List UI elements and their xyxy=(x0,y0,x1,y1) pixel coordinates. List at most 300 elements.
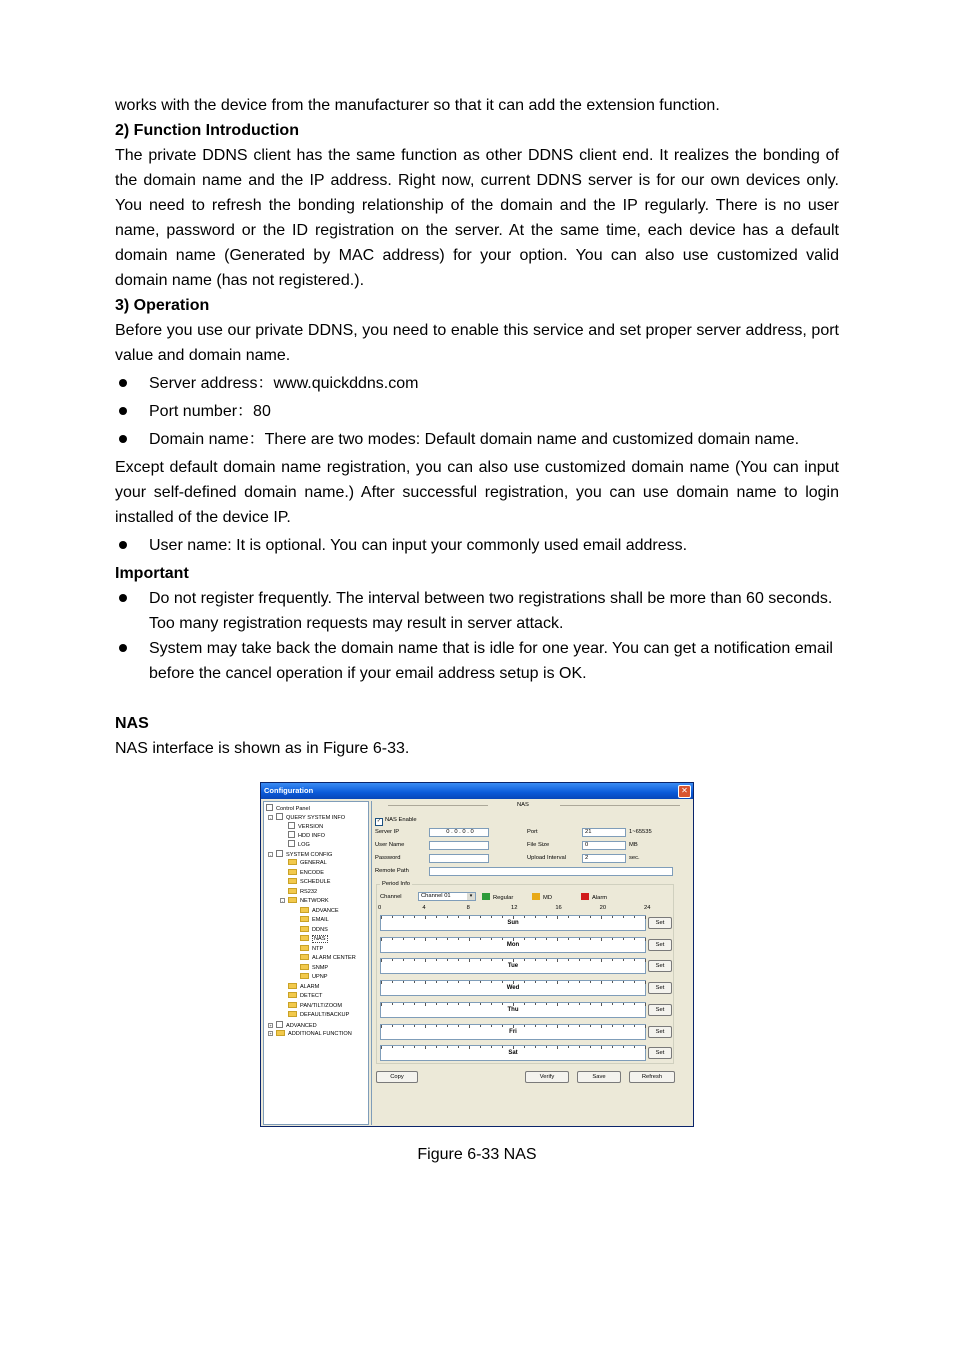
hour-tick xyxy=(568,959,569,961)
hour-tick xyxy=(513,1046,514,1049)
hour-tick xyxy=(623,1003,624,1005)
hour-tick xyxy=(634,1025,635,1027)
hour-tick xyxy=(480,1003,481,1005)
tree-detect[interactable]: DETECT xyxy=(288,992,322,1000)
remote-path-label: Remote Path xyxy=(375,868,409,874)
hour-tick xyxy=(546,981,547,983)
folder-icon xyxy=(300,916,309,922)
hour-tick xyxy=(403,916,404,918)
set-button-wed[interactable]: Set xyxy=(648,982,672,994)
day-label: Fri xyxy=(509,1028,517,1035)
folder-icon xyxy=(288,878,297,884)
hour-label: 0 xyxy=(378,905,382,911)
regular-swatch xyxy=(482,893,490,900)
folder-icon xyxy=(300,945,309,951)
day-timeline-tue[interactable] xyxy=(380,958,646,974)
hour-tick xyxy=(524,959,525,961)
folder-icon xyxy=(288,859,297,865)
period-info-label: Period Info xyxy=(382,881,411,887)
hour-tick xyxy=(623,916,624,918)
hour-tick xyxy=(601,1025,602,1028)
day-label: Wed xyxy=(506,985,520,992)
collapse-icon[interactable]: - xyxy=(269,852,272,857)
close-icon[interactable]: ✕ xyxy=(678,785,691,798)
channel-select[interactable]: Channel 01 ▾ xyxy=(418,892,476,901)
hour-tick xyxy=(502,1003,503,1005)
tree-advance[interactable]: ADVANCE xyxy=(300,907,339,915)
tree-upnp[interactable]: UPNP xyxy=(300,973,328,981)
hour-tick xyxy=(447,1046,448,1048)
hour-tick xyxy=(601,959,602,962)
hour-tick xyxy=(436,1046,437,1048)
hour-tick xyxy=(392,1003,393,1005)
port-range: 1~65535 xyxy=(629,829,652,835)
hour-tick xyxy=(458,1003,459,1005)
hour-tick xyxy=(601,916,602,919)
hour-tick xyxy=(557,981,558,984)
hour-tick xyxy=(513,938,514,941)
hour-tick xyxy=(590,938,591,940)
hour-tick xyxy=(568,938,569,940)
tree-ddns[interactable]: DDNS xyxy=(300,926,328,934)
hour-tick xyxy=(381,1025,382,1028)
hour-tick xyxy=(392,1046,393,1048)
settings-icon xyxy=(276,850,283,857)
hour-tick xyxy=(425,1003,426,1006)
set-button-fri[interactable]: Set xyxy=(648,1026,672,1038)
hour-tick xyxy=(535,981,536,983)
hour-tick xyxy=(425,959,426,962)
hour-tick xyxy=(557,1025,558,1028)
tree-general[interactable]: GENERAL xyxy=(288,859,327,867)
hour-tick xyxy=(403,981,404,983)
hour-tick xyxy=(590,916,591,918)
hour-tick xyxy=(601,938,602,941)
hour-tick xyxy=(513,916,514,919)
day-timeline-fri[interactable] xyxy=(380,1024,646,1040)
bullet-domain-name: Domain name：There are two modes: Default domain name and customized domain name. xyxy=(115,427,839,452)
hour-tick xyxy=(590,981,591,983)
tree-rs232[interactable]: RS232 xyxy=(288,888,317,896)
hour-tick xyxy=(491,916,492,918)
hour-tick xyxy=(634,1003,635,1005)
hour-tick xyxy=(403,959,404,961)
hour-tick xyxy=(579,1025,580,1027)
hour-tick xyxy=(579,1003,580,1005)
hour-tick xyxy=(546,1003,547,1005)
paragraph-operation: Before you use our private DDNS, you need to enable this service and set proper server address, port value and domain name. xyxy=(115,322,839,364)
set-button-mon[interactable]: Set xyxy=(648,939,672,951)
hour-tick xyxy=(392,938,393,940)
hour-tick xyxy=(469,959,470,962)
port-input[interactable]: 21 xyxy=(582,828,626,837)
hour-tick xyxy=(392,959,393,961)
hour-tick xyxy=(480,1025,481,1027)
check-icon: ✓ xyxy=(376,818,382,824)
hour-tick xyxy=(524,916,525,918)
hour-tick xyxy=(502,1046,503,1048)
tree-snmp[interactable]: SNMP xyxy=(300,964,328,972)
day-timeline-mon[interactable] xyxy=(380,937,646,953)
hour-tick xyxy=(535,916,536,918)
hour-tick xyxy=(634,916,635,918)
hour-tick xyxy=(414,1025,415,1027)
day-label: Tue xyxy=(507,963,519,970)
hour-tick xyxy=(546,1046,547,1048)
hour-tick xyxy=(414,938,415,940)
hour-tick xyxy=(524,1046,525,1048)
figure-caption: Figure 6-33 NAS xyxy=(417,1146,537,1163)
hour-tick xyxy=(469,1003,470,1006)
document-icon xyxy=(288,840,295,847)
hour-tick xyxy=(502,959,503,961)
hour-tick xyxy=(403,1046,404,1048)
day-label: Sun xyxy=(507,920,519,926)
hour-tick xyxy=(392,916,393,918)
hour-tick xyxy=(436,959,437,961)
hour-tick xyxy=(381,938,382,941)
paragraph-nas: NAS interface is shown as in Figure 6-33. xyxy=(115,740,410,757)
hour-tick xyxy=(425,1046,426,1049)
hour-tick xyxy=(491,938,492,940)
folder-icon xyxy=(288,992,297,998)
hour-tick xyxy=(645,916,646,919)
save-button[interactable]: Save xyxy=(577,1071,621,1083)
hour-tick xyxy=(612,1003,613,1005)
hour-tick xyxy=(381,1046,382,1049)
folder-icon xyxy=(300,964,309,970)
hour-tick xyxy=(425,1025,426,1028)
server-ip-input[interactable]: 0 . 0 . 0 . 0 xyxy=(429,828,489,837)
tree-network[interactable]: - NETWORK xyxy=(281,898,329,904)
tree-encode[interactable]: ENCODE xyxy=(288,869,324,877)
bullet-server-address: Server address：www.quickddns.com xyxy=(115,371,839,396)
window-titlebar xyxy=(261,783,693,799)
hour-tick xyxy=(557,959,558,962)
tree-additional-function[interactable]: + ADDITIONAL FUNCTION xyxy=(269,1031,352,1037)
hour-tick xyxy=(612,938,613,940)
password-input[interactable] xyxy=(429,854,489,863)
day-label: Mon xyxy=(506,941,520,948)
remote-path-input[interactable] xyxy=(429,867,673,876)
hour-tick xyxy=(447,1025,448,1027)
set-button-sat[interactable]: Set xyxy=(648,1047,672,1059)
tree-log[interactable]: LOG xyxy=(288,840,310,849)
hour-tick xyxy=(590,1003,591,1005)
hour-tick xyxy=(645,1025,646,1028)
hour-tick xyxy=(568,1025,569,1027)
hour-tick xyxy=(458,1025,459,1027)
tree-alarm[interactable]: ALARM xyxy=(288,983,319,991)
tree-nas[interactable]: NAS xyxy=(300,935,328,943)
hour-tick xyxy=(524,1003,525,1005)
tree-ntp[interactable]: NTP xyxy=(300,945,323,953)
hour-tick xyxy=(425,916,426,919)
hour-tick xyxy=(491,981,492,983)
hour-tick xyxy=(480,916,481,918)
hour-tick xyxy=(579,1046,580,1048)
hour-tick xyxy=(513,1025,514,1028)
hour-tick xyxy=(502,938,503,940)
hour-tick xyxy=(513,981,514,984)
hour-tick xyxy=(535,938,536,940)
hour-tick xyxy=(623,959,624,961)
folder-icon xyxy=(300,926,309,932)
tree-root[interactable]: Control Panel xyxy=(266,804,310,813)
hour-tick xyxy=(568,1046,569,1048)
hour-tick xyxy=(491,959,492,961)
upload-interval-label: Upload Interval xyxy=(527,855,566,861)
hour-tick xyxy=(458,959,459,961)
hour-tick xyxy=(491,1003,492,1005)
hour-tick xyxy=(414,959,415,961)
folder-icon xyxy=(300,907,309,913)
hour-tick xyxy=(403,1003,404,1005)
hour-tick xyxy=(447,959,448,961)
folder-icon xyxy=(276,1030,285,1036)
hour-tick xyxy=(634,981,635,983)
alarm-swatch xyxy=(581,893,589,900)
day-timeline-wed[interactable] xyxy=(380,980,646,996)
folder-icon xyxy=(288,983,297,989)
day-timeline-sat[interactable] xyxy=(380,1045,646,1061)
hour-label: 24 xyxy=(644,905,651,911)
refresh-button[interactable]: Refresh xyxy=(629,1071,675,1083)
expand-icon[interactable]: + xyxy=(269,1023,272,1028)
chevron-down-icon[interactable]: ▾ xyxy=(467,893,475,900)
hour-label: 20 xyxy=(599,905,607,911)
hour-tick xyxy=(524,938,525,940)
hour-tick xyxy=(645,959,646,962)
hour-tick xyxy=(535,1003,536,1005)
hour-tick xyxy=(403,1025,404,1027)
config-tree xyxy=(263,801,369,1125)
panel-title: NAS xyxy=(517,802,529,808)
hour-tick xyxy=(458,981,459,983)
hour-tick xyxy=(381,959,382,962)
hour-tick xyxy=(480,981,481,983)
hour-tick xyxy=(623,981,624,983)
hour-tick xyxy=(381,916,382,919)
hour-tick xyxy=(579,959,580,961)
hour-tick xyxy=(458,938,459,940)
hour-tick xyxy=(535,1046,536,1048)
important-item-1: Do not register frequently. The interval between two registrations shall be more than 60 seconds. Too many registration requests may result in server attack. xyxy=(115,586,839,636)
hour-tick xyxy=(480,1046,481,1048)
hour-tick xyxy=(513,1003,514,1006)
hour-tick xyxy=(579,981,580,983)
hour-tick xyxy=(645,1046,646,1049)
hour-tick xyxy=(436,916,437,918)
hour-tick xyxy=(469,916,470,919)
channel-label: Channel xyxy=(380,894,402,900)
day-label: Thu xyxy=(507,1006,519,1013)
expand-icon[interactable]: + xyxy=(269,1031,272,1036)
heading-function-introduction: 2) Function Introduction xyxy=(115,122,299,139)
hour-tick xyxy=(502,1025,503,1027)
hour-tick xyxy=(612,916,613,918)
nas-panel xyxy=(371,801,693,1125)
tree-advanced[interactable]: + ADVANCED xyxy=(269,1023,317,1029)
tree-system-config[interactable]: - SYSTEM CONFIG xyxy=(269,852,333,858)
hour-tick xyxy=(612,1025,613,1027)
hour-tick xyxy=(458,916,459,918)
folder-icon xyxy=(288,1002,297,1008)
legend-alarm: Alarm xyxy=(581,893,607,902)
file-size-unit: MB xyxy=(629,842,638,848)
hour-tick xyxy=(469,1025,470,1028)
hour-label: 4 xyxy=(422,905,426,911)
hour-tick xyxy=(590,959,591,961)
hour-tick xyxy=(491,1046,492,1048)
legend-regular: Regular xyxy=(482,893,513,902)
password-label: Password xyxy=(375,855,401,861)
hour-tick xyxy=(579,916,580,918)
configuration-window xyxy=(260,782,694,1127)
port-label: Port xyxy=(527,829,538,835)
hour-tick xyxy=(469,1046,470,1049)
hour-tick xyxy=(601,1003,602,1006)
document-icon xyxy=(288,831,295,838)
hour-tick xyxy=(436,938,437,940)
heading-important: Important xyxy=(115,565,189,582)
folder-icon xyxy=(300,954,309,960)
hour-tick xyxy=(546,1025,547,1027)
legend-md: MD xyxy=(532,893,552,902)
tree-default-backup[interactable]: DEFAULT/BACKUP xyxy=(288,1011,349,1019)
hour-tick xyxy=(579,938,580,940)
hour-tick xyxy=(414,916,415,918)
hour-tick xyxy=(535,1025,536,1027)
copy-button[interactable]: Copy xyxy=(376,1071,418,1083)
hour-tick xyxy=(480,959,481,961)
hour-tick xyxy=(392,1025,393,1027)
important-item-2: System may take back the domain name that is idle for one year. You can get a notification email before the cancel operation if your email address setup is OK. xyxy=(115,636,839,686)
hour-tick xyxy=(491,1025,492,1027)
hour-tick xyxy=(612,959,613,961)
folder-icon xyxy=(288,888,297,894)
set-button-sun[interactable]: Set xyxy=(648,917,672,929)
tools-icon xyxy=(276,1021,283,1028)
bullet-port-number: Port number：80 xyxy=(115,399,839,424)
server-ip-label: Server IP xyxy=(375,829,400,835)
info-icon xyxy=(276,813,283,820)
hour-tick xyxy=(436,1025,437,1027)
set-button-thu[interactable]: Set xyxy=(648,1004,672,1016)
hour-tick xyxy=(612,981,613,983)
folder-icon xyxy=(288,897,297,903)
hour-tick xyxy=(480,938,481,940)
hour-tick xyxy=(524,1025,525,1027)
hour-tick xyxy=(502,916,503,918)
file-size-input[interactable]: 0 xyxy=(582,841,626,850)
verify-button[interactable]: Verify xyxy=(525,1071,569,1083)
hour-tick xyxy=(645,1003,646,1006)
hour-tick xyxy=(502,981,503,983)
hour-tick xyxy=(425,981,426,984)
hour-tick xyxy=(469,938,470,941)
collapse-icon[interactable]: - xyxy=(281,898,284,903)
hour-tick xyxy=(634,938,635,940)
hour-tick xyxy=(612,1046,613,1048)
hour-tick xyxy=(535,959,536,961)
hour-tick xyxy=(425,938,426,941)
document-icon xyxy=(288,822,295,829)
nas-enable-checkbox[interactable]: ✓ NAS Enable xyxy=(376,817,417,824)
hour-tick xyxy=(381,981,382,984)
hour-tick xyxy=(623,1025,624,1027)
hour-tick xyxy=(568,916,569,918)
paragraph-except: Except default domain name registration, you can also use customized domain name (You can input your self-defined domain name.) After successful registration, you can use domain name to login installed of the device IP. xyxy=(115,459,839,526)
folder-icon xyxy=(288,869,297,875)
hour-tick xyxy=(645,938,646,941)
hour-tick xyxy=(447,981,448,983)
bullet-user-name: User name: It is optional. You can input your commonly used email address. xyxy=(115,533,839,558)
upload-interval-input[interactable]: 2 xyxy=(582,854,626,863)
paragraph-function: The private DDNS client has the same function as other DDNS client end. It realizes the bonding of the domain name and the IP address. Right now, current DDNS server is for our own devices only. You need to refresh the bonding relationship of the domain and the IP regularly. There is no user name, password or the ID registration on the server. At the same time, each device has a default domain name (Generated by MAC address) for your option. You can also use customized valid domain name (has not registered.). xyxy=(115,147,839,289)
hour-tick xyxy=(524,981,525,983)
tree-email[interactable]: EMAIL xyxy=(300,916,329,924)
day-timeline-sun[interactable] xyxy=(380,915,646,931)
hour-label: 12 xyxy=(511,905,518,911)
tree-alarm-center[interactable]: ALARM CENTER xyxy=(300,954,356,962)
tree-hdd-info[interactable]: HDD INFO xyxy=(288,831,325,840)
hour-tick xyxy=(447,1003,448,1005)
hour-tick xyxy=(634,959,635,961)
hour-tick xyxy=(403,938,404,940)
hour-label: 16 xyxy=(555,905,562,911)
hour-tick xyxy=(447,938,448,940)
hour-tick xyxy=(634,1046,635,1048)
user-name-input[interactable] xyxy=(429,841,489,850)
hour-tick xyxy=(557,916,558,919)
tree-query-system-info[interactable]: - QUERY SYSTEM INFO xyxy=(269,815,346,821)
hour-tick xyxy=(557,938,558,941)
hour-tick xyxy=(557,1003,558,1006)
heading-operation: 3) Operation xyxy=(115,297,210,314)
hour-label: 8 xyxy=(466,905,470,911)
tree-schedule[interactable]: SCHEDULE xyxy=(288,878,330,886)
hour-tick xyxy=(546,916,547,918)
hour-tick xyxy=(381,1003,382,1006)
tree-pan-tilt-zoom[interactable]: PAN/TILT/ZOOM xyxy=(288,1002,342,1010)
hour-tick xyxy=(414,981,415,983)
hour-tick xyxy=(601,1046,602,1049)
day-timeline-thu[interactable] xyxy=(380,1002,646,1018)
day-label: Sat xyxy=(508,1050,518,1057)
hour-tick xyxy=(546,938,547,940)
hour-tick xyxy=(436,981,437,983)
hour-tick xyxy=(513,959,514,962)
file-size-label: File Size xyxy=(527,842,550,848)
hour-tick xyxy=(414,1046,415,1048)
collapse-icon[interactable]: - xyxy=(269,815,272,820)
hour-tick xyxy=(469,981,470,984)
set-button-tue[interactable]: Set xyxy=(648,960,672,972)
hour-tick xyxy=(623,1046,624,1048)
hour-tick xyxy=(458,1046,459,1048)
intro-line: works with the device from the manufacturer so that it can add the extension function. xyxy=(115,97,720,114)
window-title: Configuration xyxy=(264,786,314,795)
folder-icon xyxy=(300,973,309,979)
folder-open-icon xyxy=(300,935,309,941)
tree-version[interactable]: VERSION xyxy=(288,822,323,831)
md-swatch xyxy=(532,893,540,900)
hour-tick xyxy=(414,1003,415,1005)
hour-tick xyxy=(590,1046,591,1048)
hour-tick xyxy=(623,938,624,940)
document-body xyxy=(115,93,839,761)
